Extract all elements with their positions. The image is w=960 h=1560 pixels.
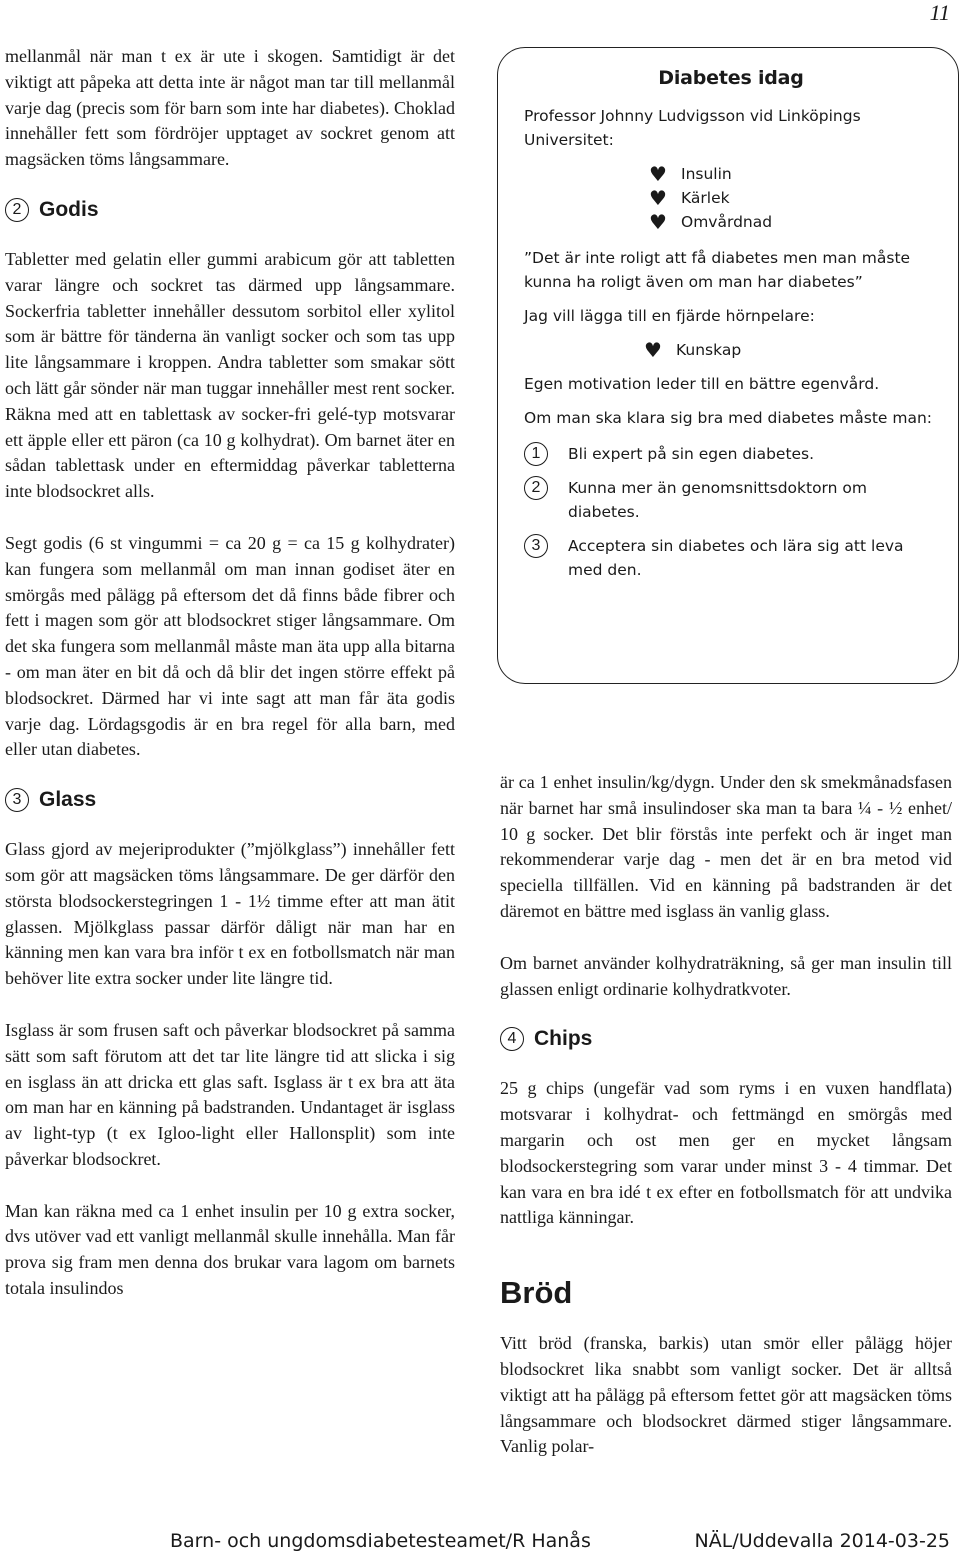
diabetes-info-box — [497, 47, 959, 684]
page-footer — [170, 1530, 950, 1552]
page-number: 11 — [929, 0, 950, 25]
list-item: 1 Bli expert på sin egen diabetes. — [524, 442, 938, 466]
heart-icon: ♥ — [649, 210, 667, 234]
paragraph: mellanmål när man t ex är ute i skogen. Samtidigt är det viktigt att påpeka att detta inte är något man tar till mellanmål varje dag (precis som för barn som inte har diabetes). Choklad innehåller fett som fördröjer upptaget av sockret genom att magsäcken töms långsammare. — [5, 46, 455, 170]
paragraph: 25 g chips (ungefär vad som ryms i en vuxen handflata) motsvarar i kolhydrat- och fettmängd en smörgås med margarin och ost men ger en mycket långsam blodsockerstegring som varar under minst 3 - 4 timmar. Det kan vara en bra idé t ex efter en fotbollsmatch för att undvika nattliga känningar. — [500, 1078, 952, 1228]
heart-icon: ♥ — [644, 338, 662, 362]
heart-icon: ♥ — [649, 186, 667, 210]
section-title: Chips — [534, 1027, 593, 1051]
list-item: ♥ Kunskap — [644, 338, 742, 362]
circled-number: 1 — [524, 442, 548, 466]
box-text: Om man ska klara sig bra med diabetes måste man: — [524, 409, 933, 427]
section-heading-chips — [500, 1024, 952, 1054]
list-item: ♥ Insulin — [649, 162, 732, 186]
box-title: Diabetes idag — [658, 67, 804, 89]
heart-list — [644, 338, 938, 362]
heart-list — [649, 162, 938, 234]
circled-number: 2 — [524, 476, 548, 500]
paragraph: Man kan räkna med ca 1 enhet insulin per 10 g extra socker, dvs utöver vad ett vanligt mellanmål skulle innehålla. Man får prova sig fram men denna dos brukar vara lagom om barnets totala insulindos — [5, 1200, 455, 1299]
circled-number: 2 — [5, 198, 29, 222]
circled-number: 4 — [500, 1027, 524, 1051]
section-heading-godis — [5, 195, 455, 225]
section-title: Godis — [39, 197, 99, 221]
list-item: 2 Kunna mer än genomsnittsdoktorn om diabetes. — [524, 476, 938, 524]
paragraph: Tabletter med gelatin eller gummi arabicum gör att tabletten varar längre och sockret tas därmed upp långsammare. Sockerfria tabletter innehåller dessutom sorbitol eller xylitol som är bättre för tänderna än vanligt socker och som tas upp lite långsammare i kroppen. Andra tabletter som smakar sött och lätt går sönder när man tuggar innehåller mest rent socker. Räkna med att en tablettask av socker-fri gelé-typ motsvarar ett äpple eller ett päron (ca 10 g kolhydrat). Om barnet äter en sådan tablettask under en eftermiddag påverkar tabletterna inte blodsockret alls. — [5, 248, 455, 502]
paragraph: Isglass är som frusen saft och påverkar blodsockret på samma sätt som saft förutom att det tar lite längre tid att slicka i sig en isglass än att dricka ett glas saft. Isglass är t ex bra att äta om man har en känning på badstranden. Undantaget är isglass av light-typ (t ex Igloo-light eller Hallonsplit) som inte påverkar blodsockret. — [5, 1019, 455, 1169]
footer-left: Barn- och ungdomsdiabetesteamet/R Hanås — [170, 1530, 591, 1552]
paragraph: är ca 1 enhet insulin/kg/dygn. Under den sk smekmånadsfasen när barnet har små insulindoser ska man ta bara ¼ - ½ enhet/ 10 g socker. Det blir förstås inte perfekt och är inget man rekommenderar varje dag - men det är en bra metod vid speciella tillfällen. Vid en känning på badstranden är det däremot en bättre med isglass än vanlig glass. — [500, 772, 952, 921]
list-item: ♥ Omvårdnad — [649, 210, 773, 234]
paragraph: Vitt bröd (franska, barkis) utan smör eller pålägg höjer blodsockret lika snabbt som vanligt socker. Det är alltså viktigt att ha pålägg på eftersom fettet gör att magsäcken töms långsammare och blodsockret därmed stiger långsammare. Vanlig polar- — [500, 1333, 952, 1457]
numbered-list — [524, 442, 938, 582]
paragraph: Segt godis (6 st vingummi = ca 20 g = ca 15 g kolhydrater) kan fungera som mellanmål om man innan godiset äter en smörgås med pålägg på eftersom det då finns både fibrer och fett i magen som gör att blodsockret stiger långsammare. Om det ska fungera som mellanmål måste man äta upp alla bitarna - om man äter en bit då och då blir det ingen större effekt på blodsockret. Därmed har vi inte sagt att man får äta godis varje dag. Lördagsgodis är en bra regel för alla barn, med eller utan diabetes. — [5, 532, 455, 760]
footer-right: NÄL/Uddevalla 2014-03-25 — [694, 1530, 950, 1552]
heart-icon: ♥ — [649, 162, 667, 186]
section-heading-brod: Bröd — [500, 1275, 573, 1311]
box-text: Jag vill lägga till en fjärde hörnpelare: — [524, 307, 815, 325]
circled-number: 3 — [5, 788, 29, 812]
circled-number: 3 — [524, 534, 548, 558]
list-item: ♥ Kärlek — [649, 186, 730, 210]
box-intro: Professor Johnny Ludvigsson vid Linköpings Universitet: — [524, 107, 861, 149]
section-title: Glass — [39, 788, 97, 812]
right-column — [500, 770, 952, 1460]
paragraph: Om barnet använder kolhydraträkning, så ger man insulin till glassen enligt ordinarie kolhydratkvoter. — [500, 952, 952, 999]
left-column — [5, 44, 455, 1302]
section-heading-glass — [5, 785, 455, 815]
box-text: Egen motivation leder till en bättre egenvård. — [524, 375, 880, 393]
paragraph: Glass gjord av mejeriprodukter (”mjölkglass”) innehåller fett som gör att magsäcken töms långsammare. De ger därför den största blodsockerstegringen 1 - 1½ timme efter att man ätit glassen. Mjölkglass passar därför dåligt när man har en känning men kan vara bra inför t ex en fotbollsmatch när man behöver lite extra socker under lite längre tid. — [5, 839, 455, 989]
list-item: 3 Acceptera sin diabetes och lära sig att leva med den. — [524, 534, 938, 582]
quote: ”Det är inte roligt att få diabetes men man måste kunna ha roligt även om man har diabetes” — [524, 249, 911, 291]
